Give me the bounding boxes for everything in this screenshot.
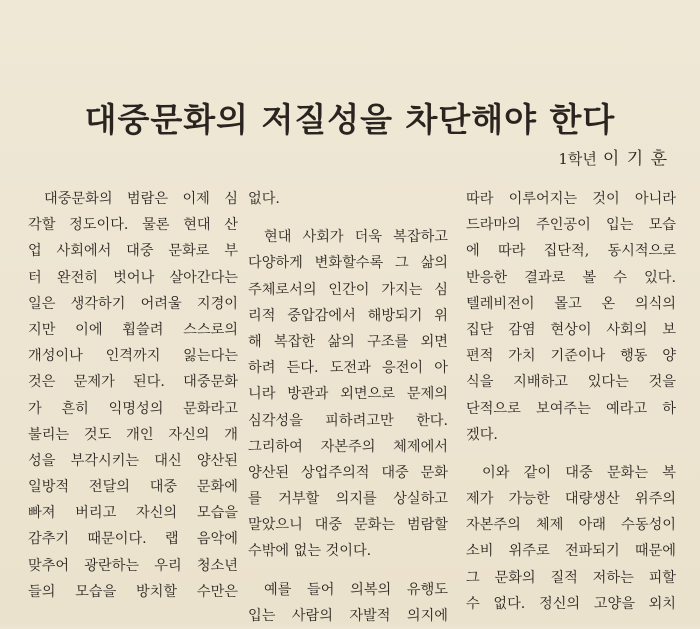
text-line: 를 거부할 의지를 상실하고 [248, 491, 448, 508]
text-line: 겠다. [466, 426, 498, 443]
text-column-1 [28, 186, 238, 605]
text-line: 감추기 때문이다. 랩 음악에 [28, 531, 238, 548]
text-line: 하려 든다. 도전과 응전이 아 [248, 360, 448, 377]
text-line: 해 복잡한 삶의 구조를 외면 [248, 333, 448, 350]
text-line: 심각성을 피하려고만 한다. [248, 412, 448, 429]
text-line: 주체로서의 인간이 가지는 심 [248, 281, 448, 298]
byline [558, 144, 668, 169]
text-line: 일방적 전달의 대중 문화에 [28, 479, 238, 496]
text-line: 식을 지배하고 있다는 것을 [466, 374, 676, 391]
text-line: 없다. [248, 191, 280, 207]
text-line: 반응한 결과로 볼 수 있다. [466, 269, 676, 286]
text-line: 들의 모습을 방치할 수만은 [28, 583, 238, 600]
text-line: 집단 감염 현상이 사회의 보 [466, 321, 676, 338]
text-column-2 [248, 186, 448, 629]
text-line: 수 없다. 정신의 고양을 외치 [466, 595, 676, 612]
text-line: 가 흔히 익명성의 문화라고 [28, 400, 238, 417]
author-grade: 1학년 [558, 150, 597, 168]
text-line: 일은 생각하기 어려울 지경이 [28, 295, 238, 312]
text-line: 성을 부각시키는 대신 양산된 [28, 452, 238, 469]
text-line: 수밖에 없는 것이다. [248, 543, 372, 560]
paragraph-gap [248, 212, 448, 224]
paragraph-gap [248, 565, 448, 577]
text-line: 제가 가능한 대량생산 위주의 [466, 491, 676, 508]
text-line: 다양하게 변화할수록 그 삶의 [248, 255, 448, 272]
text-line: 편적 가치 기준이나 행동 양 [466, 348, 676, 365]
author-name: 이 기 훈 [602, 149, 668, 169]
text-line: 입는 사람의 자발적 의지에 [248, 607, 448, 624]
text-line: 개성이나 인격까지 잃는다는 [28, 348, 238, 365]
text-line: 예를 들어 의복의 유행도 [264, 581, 448, 598]
text-line: 지만 이에 휩쓸려 스스로의 [28, 321, 238, 338]
paragraph-gap [466, 448, 676, 460]
text-line: 양산된 상업주의적 대중 문화 [248, 464, 448, 481]
text-line: 니라 방관과 외면으로 문제의 [248, 386, 448, 403]
text-line: 자본주의 체제 아래 수동성이 [466, 517, 676, 534]
text-line: 리적 중압감에서 해방되기 위 [248, 307, 448, 324]
text-line: 이와 같이 대중 문화는 복 [482, 464, 676, 481]
text-line: 따라 이루어지는 것이 아니라 [466, 191, 676, 207]
article-title: 대중문화의 저질성을 차단해야 한다 [84, 100, 616, 140]
text-line: 에 따라 집단적, 동시적으로 [466, 243, 676, 260]
text-line: 그리하여 자본주의 체제에서 [248, 438, 448, 455]
text-line: 것은 문제가 된다. 대중문화 [28, 374, 238, 391]
text-line: 불리는 것도 개인 자신의 개 [28, 426, 238, 443]
text-line: 터 완전히 벗어나 살아간다는 [28, 269, 238, 286]
text-line: 말았으니 대중 문화는 범람할 [248, 517, 448, 534]
text-line: 소비 위주로 전파되기 때문에 [466, 543, 676, 560]
text-column-3 [466, 186, 676, 617]
text-line: 각할 정도이다. 물론 현대 산 [28, 217, 238, 234]
text-line: 대중문화의 범람은 이제 심 [44, 191, 238, 207]
text-line: 맞추어 광란하는 우리 청소년 [28, 557, 238, 574]
text-line: 드라마의 주인공이 입는 모습 [466, 217, 676, 234]
text-line: 빠져 버리고 자신의 모습을 [28, 505, 238, 522]
text-line: 그 문화의 질적 저하는 피할 [466, 569, 676, 586]
text-line: 단적으로 보여주는 예라고 하 [466, 400, 676, 417]
text-line: 업 사회에서 대중 문화로 부 [28, 243, 238, 260]
text-line: 현대 사회가 더욱 복잡하고 [264, 229, 448, 246]
text-line: 텔레비전이 몰고 온 의식의 [466, 295, 676, 312]
